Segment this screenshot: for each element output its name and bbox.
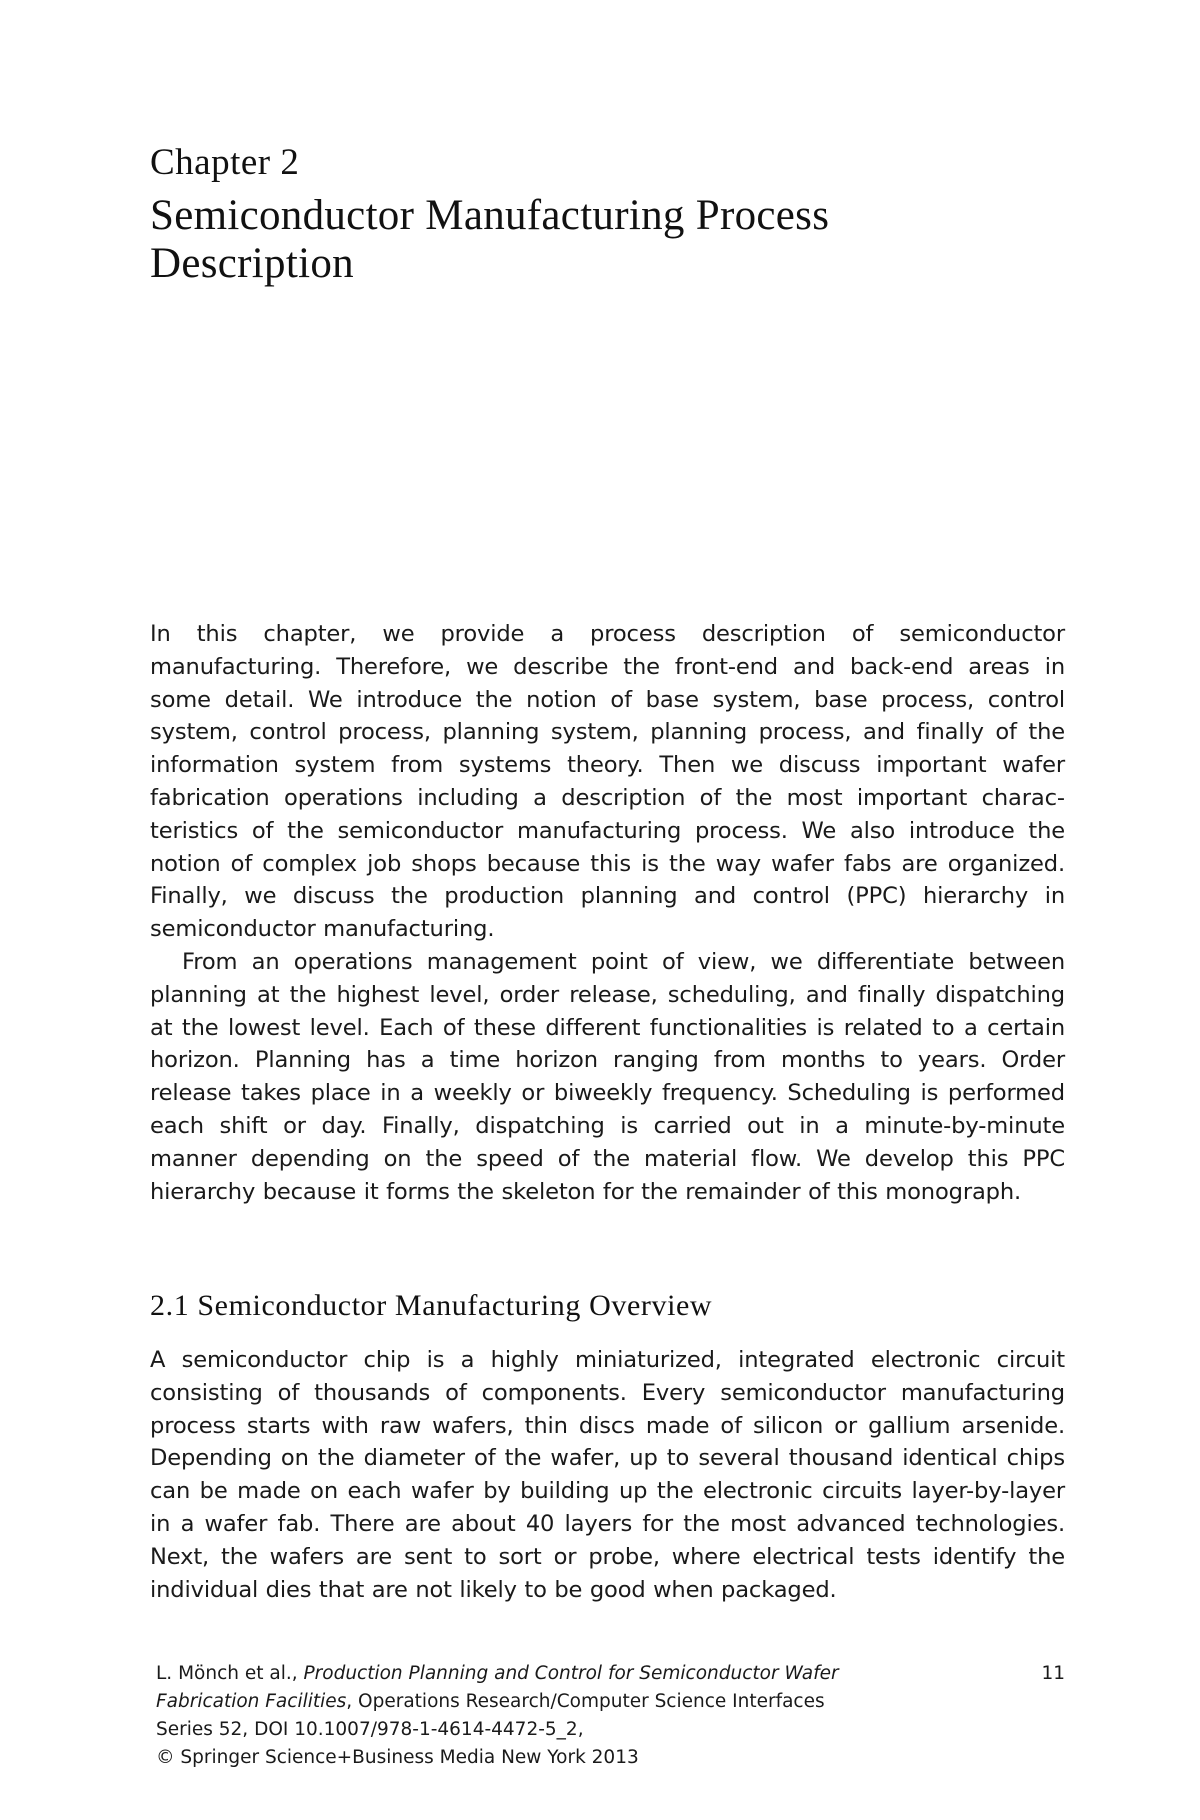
chapter-abstract — [150, 618, 1065, 1208]
section-heading: 2.1 Semiconductor Manufacturing Overview — [150, 1289, 713, 1322]
footnote-series-2: Series 52, DOI 10.1007/978-1-4614-4472-5_2, — [156, 1719, 584, 1740]
footnote-series-1: , Operations Research/Computer Science Interfaces — [346, 1691, 825, 1712]
footnote-book-title-1: Production Planning and Control for Semiconductor Wafer — [303, 1663, 839, 1684]
abstract-paragraph-2: From an operations management point of view, we differentiate between planning at the highest level, order release, scheduling, and finally dispatching at the lowest level. Each of these different functionalities is related to a certain horizon. Planning has a time horizon ranging from months to years. Order release takes place in a weekly or biweekly frequency. Scheduling is performed each shift or day. Finally, dispatching is carried out in a minute-by-minute manner depending on the speed of the material flow. We develop this PPC hierarchy because it forms the skeleton for the remainder of this monograph. — [150, 948, 1065, 1205]
citation-footnote — [156, 1660, 1036, 1772]
footnote-copyright: © Springer Science+Business Media New York 2013 — [156, 1747, 639, 1768]
abstract-paragraph-1: In this chapter, we provide a process description of semiconductor manufacturing. Therefore, we describe the front-end and back-end areas in some detail. We introduce the notion of base system, base process, control system, control process, planning system, planning process, and finally of the information system from systems theory. Then we discuss important wafer fabrication operations including a description of the most important characteristics of the semiconductor manufacturing process. We also introduce the notion of complex job shops because this is the way wafer fabs are organized. Finally, we discuss the production planning and control (PPC) hierarchy in semiconductor manufacturing. — [150, 621, 1065, 943]
book-page — [150, 0, 1065, 1820]
page-number: 11 — [1041, 1663, 1065, 1684]
chapter-title: Semiconductor Manufacturing Process Description — [150, 192, 830, 287]
section-body — [150, 1344, 1065, 1606]
chapter-label: Chapter 2 — [150, 142, 300, 183]
footnote-authors: L. Mönch et al., — [156, 1663, 304, 1684]
footnote-book-title-2: Fabrication Facilities — [156, 1691, 347, 1712]
section-paragraph-1: A semiconductor chip is a highly miniaturized, integrated electronic circuit consisting of thousands of components. Every semiconductor manufacturing process starts with raw wafers, thin discs made of silicon or gallium arsenide. Depending on the diameter of the wafer, up to several thousand identical chips can be made on each wafer by building up the electronic circuits layer-by-layer in a wafer fab. There are about 40 layers for the most advanced technologies. Next, the wafers are sent to sort or probe, where electrical tests identify the individual dies that are not likely to be good when packaged. — [150, 1347, 1065, 1603]
footnote-line-1 — [156, 1660, 1036, 1688]
footnote-line-2 — [156, 1688, 1036, 1716]
